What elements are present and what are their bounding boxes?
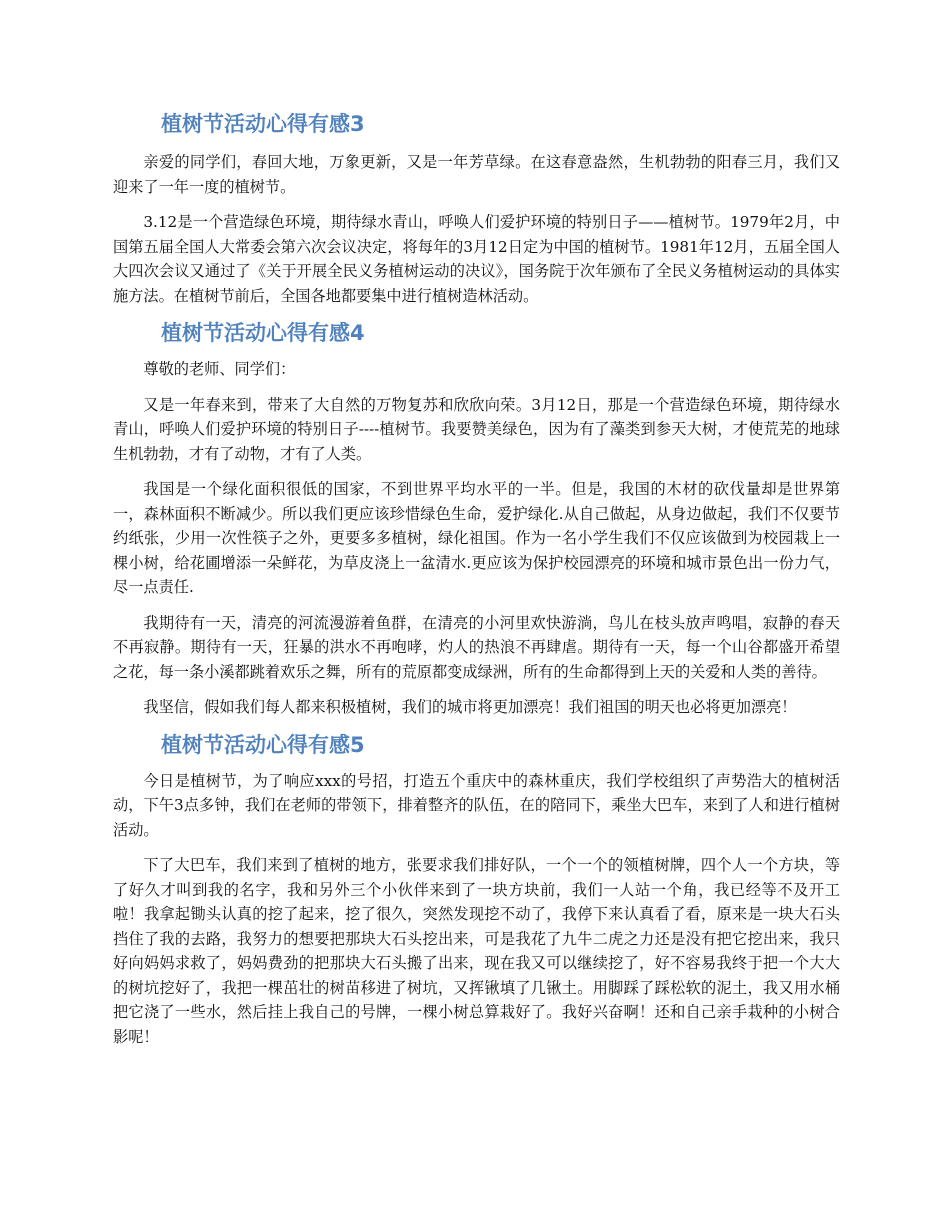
section-heading: 植树节活动心得有感4 [161,321,365,345]
document-body [113,110,840,1060]
section-heading: 植树节活动心得有感5 [161,732,365,757]
paragraph: 3.12是一个营造绿色环境，期待绿水青山，呼唤人们爱护环境的特别日子——植树节。1979年2月，中国第五届全国人大常委会第六次会议决定，将每年的3月12日定为中国的植树节。1981年12月，五届全国人大四次会议又通过了《关于开展全民义务植树运动的决议》，国务院于次年颁布了全民义务植树运动的具体实施方法。在植树节前后，全国各地都要集中进行植树造林活动。 [113,213,840,305]
paragraph: 我国是一个绿化面积很低的国家，不到世界平均水平的一半。但是，我国的木材的砍伐量却是世界第一，森林面积不断减少。所以我们更应该珍惜绿色生命，爱护绿化.从自己做起，从身边做起，我们不仅要节约纸张，少用一次性筷子之外，更要多多植树，绿化祖国。作为一名小学生我们不仅应该做到为校园栽上一棵小树，给花圃增添一朵鲜花，为草皮浇上一盆清水.更应该为保护校园漂亮的环境和城市景色出一份力气，尽一点责任. [113,480,840,596]
section-essay-5 [113,731,840,1050]
paragraph: 下了大巴车，我们来到了植树的地方，张要求我们排好队，一个一个的领植树牌，四个人一个方块，等了好久才叫到我的名字，我和另外三个小伙伴来到了一块方块前，我们一人站一个角，我已经等不及开工啦！我拿起锄头认真的挖了起来，挖了很久，突然发现挖不动了，我停下来认真看了看，原来是一块大石头挡住了我的去路，我努力的想要把那块大石头挖出来，可是我花了九牛二虎之力还是没有把它挖出来，我只好向妈妈求救了，妈妈费劲的把那块大石头搬了出来，现在我又可以继续挖了，好不容易我终于把一个大大的树坑挖好了，我把一棵茁壮的树苗移进了树坑，又挥锹填了几锹土。用脚踩了踩松软的泥土，我又用水桶把它浇了一些水，然后挂上我自己的号牌，一棵小树总算栽好了。我好兴奋啊！还和自己亲手栽种的小树合影呢！ [113,856,840,1046]
paragraph: 亲爱的同学们，春回大地，万象更新，又是一年芳草绿。在这春意盎然，生机勃勃的阳春三月，我们又迎来了一年一度的植树节。 [113,153,840,196]
section-essay-3 [113,110,840,308]
paragraph: 我期待有一天，清亮的河流漫游着鱼群，在清亮的小河里欢快游淌，鸟儿在枝头放声鸣唱，寂静的春天不再寂静。期待有一天，狂暴的洪水不再咆哮，灼人的热浪不再肆虐。期待有一天，每一个山谷都盛开希望之花，每一条小溪都跳着欢乐之舞，所有的荒原都变成绿洲，所有的生命都得到上天的关爱和人类的善待。 [113,613,840,681]
section-heading: 植树节活动心得有感3 [161,112,365,136]
paragraph: 又是一年春来到，带来了大自然的万物复苏和欣欣向荣。3月12日，那是一个营造绿色环境，期待绿水青山，呼唤人们爱护环境的特别日子----植树节。我要赞美绿色，因为有了藻类到参天大树，才使荒芜的地球生机勃勃，才有了动物，才有了人类。 [113,395,840,463]
paragraph: 尊敬的老师、同学们： [143,360,296,378]
section-essay-4 [113,319,840,720]
paragraph: 我坚信，假如我们每人都来积极植树，我们的城市将更加漂亮！我们祖国的明天也必将更加漂亮！ [143,698,797,716]
paragraph: 今日是植树节，为了响应xxx的号招，打造五个重庆中的森林重庆，我们学校组织了声势浩大的植树活动，下午3点多钟，我们在老师的带领下，排着整齐的队伍，在的陪同下，乘坐大巴车，来到了人和进行植树活动。 [113,771,840,839]
